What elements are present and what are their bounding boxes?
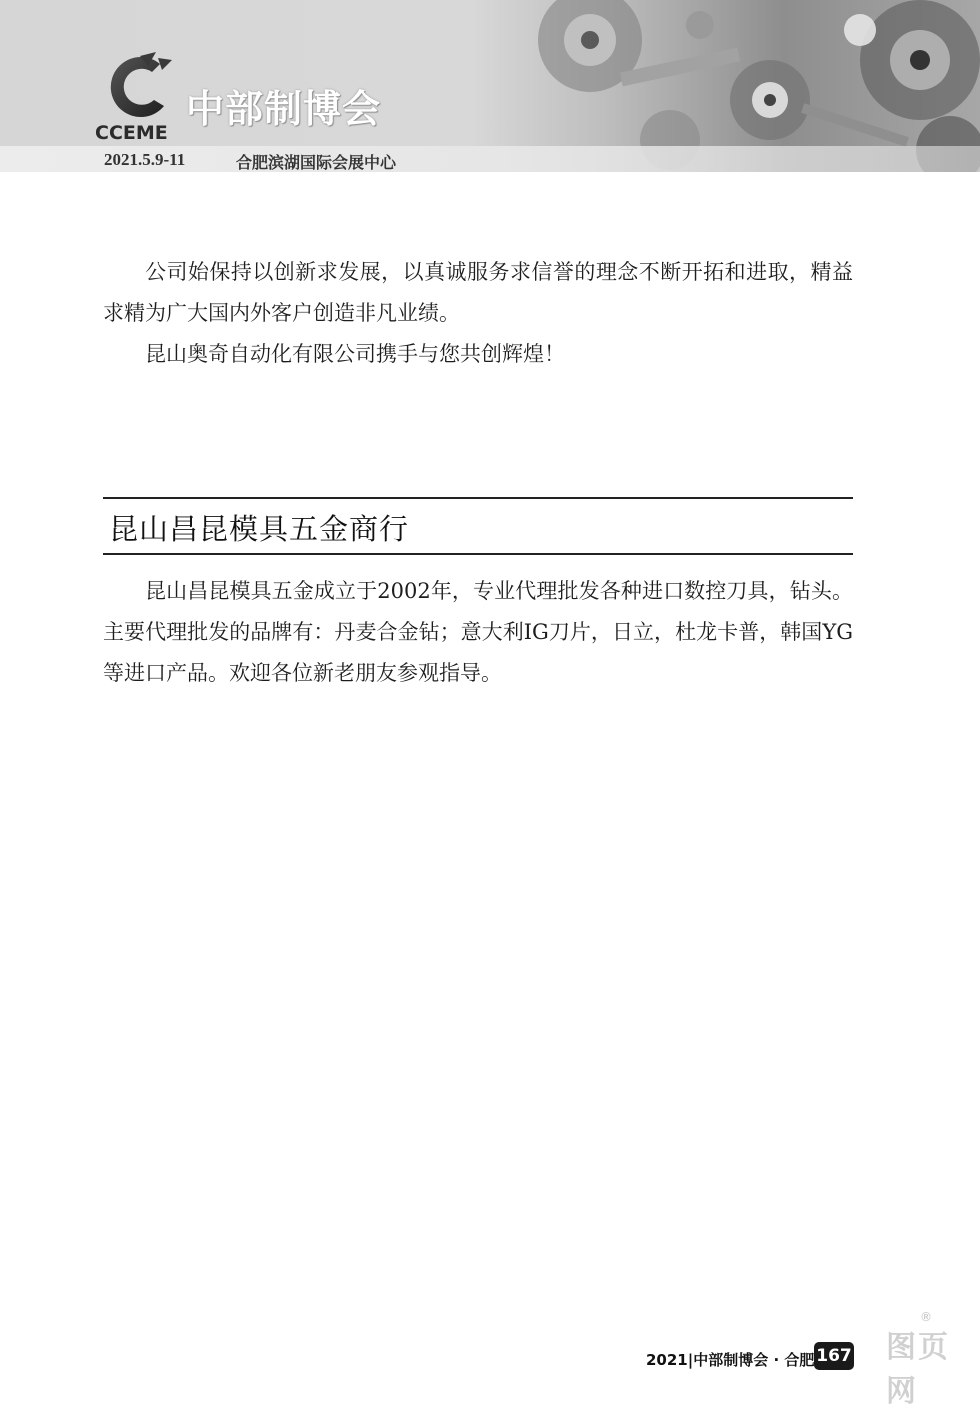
event-venue: 合肥滨湖国际会展中心	[236, 153, 397, 172]
site-watermark: 图页网	[886, 1330, 950, 1409]
body-paragraph: 昆山奥奇自动化有限公司携手与您共创辉煌！	[145, 342, 565, 366]
company-description	[103, 571, 853, 694]
previous-company-text	[103, 252, 853, 375]
body-paragraph: 公司始保持以创新求发展，以真诚服务求信誉的理念不断开拓和进取，精益求精为广大国内外客户创造非凡业绩。	[103, 260, 853, 325]
cceme-logo-icon	[100, 50, 176, 126]
page-header	[0, 0, 980, 172]
registered-mark: ®	[920, 1310, 932, 1324]
page-number-badge: 167	[814, 1342, 854, 1370]
event-date: 2021.5.9-11	[104, 150, 186, 169]
fair-name-title: 中部制博会	[186, 87, 382, 131]
running-title: 2021|中部制博会 · 合肥	[646, 1351, 815, 1369]
logo-wordmark: CCEME	[95, 122, 168, 144]
body-paragraph: 昆山昌昆模具五金成立于2002年，专业代理批发各种进口数控刀具，钻头。主要代理批发的品牌有：丹麦合金钻；意大利IG刀片，日立，杜龙卡普，韩国YG等进口产品。欢迎各位新老朋友参观指导。	[103, 579, 853, 685]
company-section-heading	[103, 497, 853, 555]
section-title: 昆山昌昆模具五金商行	[109, 512, 410, 546]
